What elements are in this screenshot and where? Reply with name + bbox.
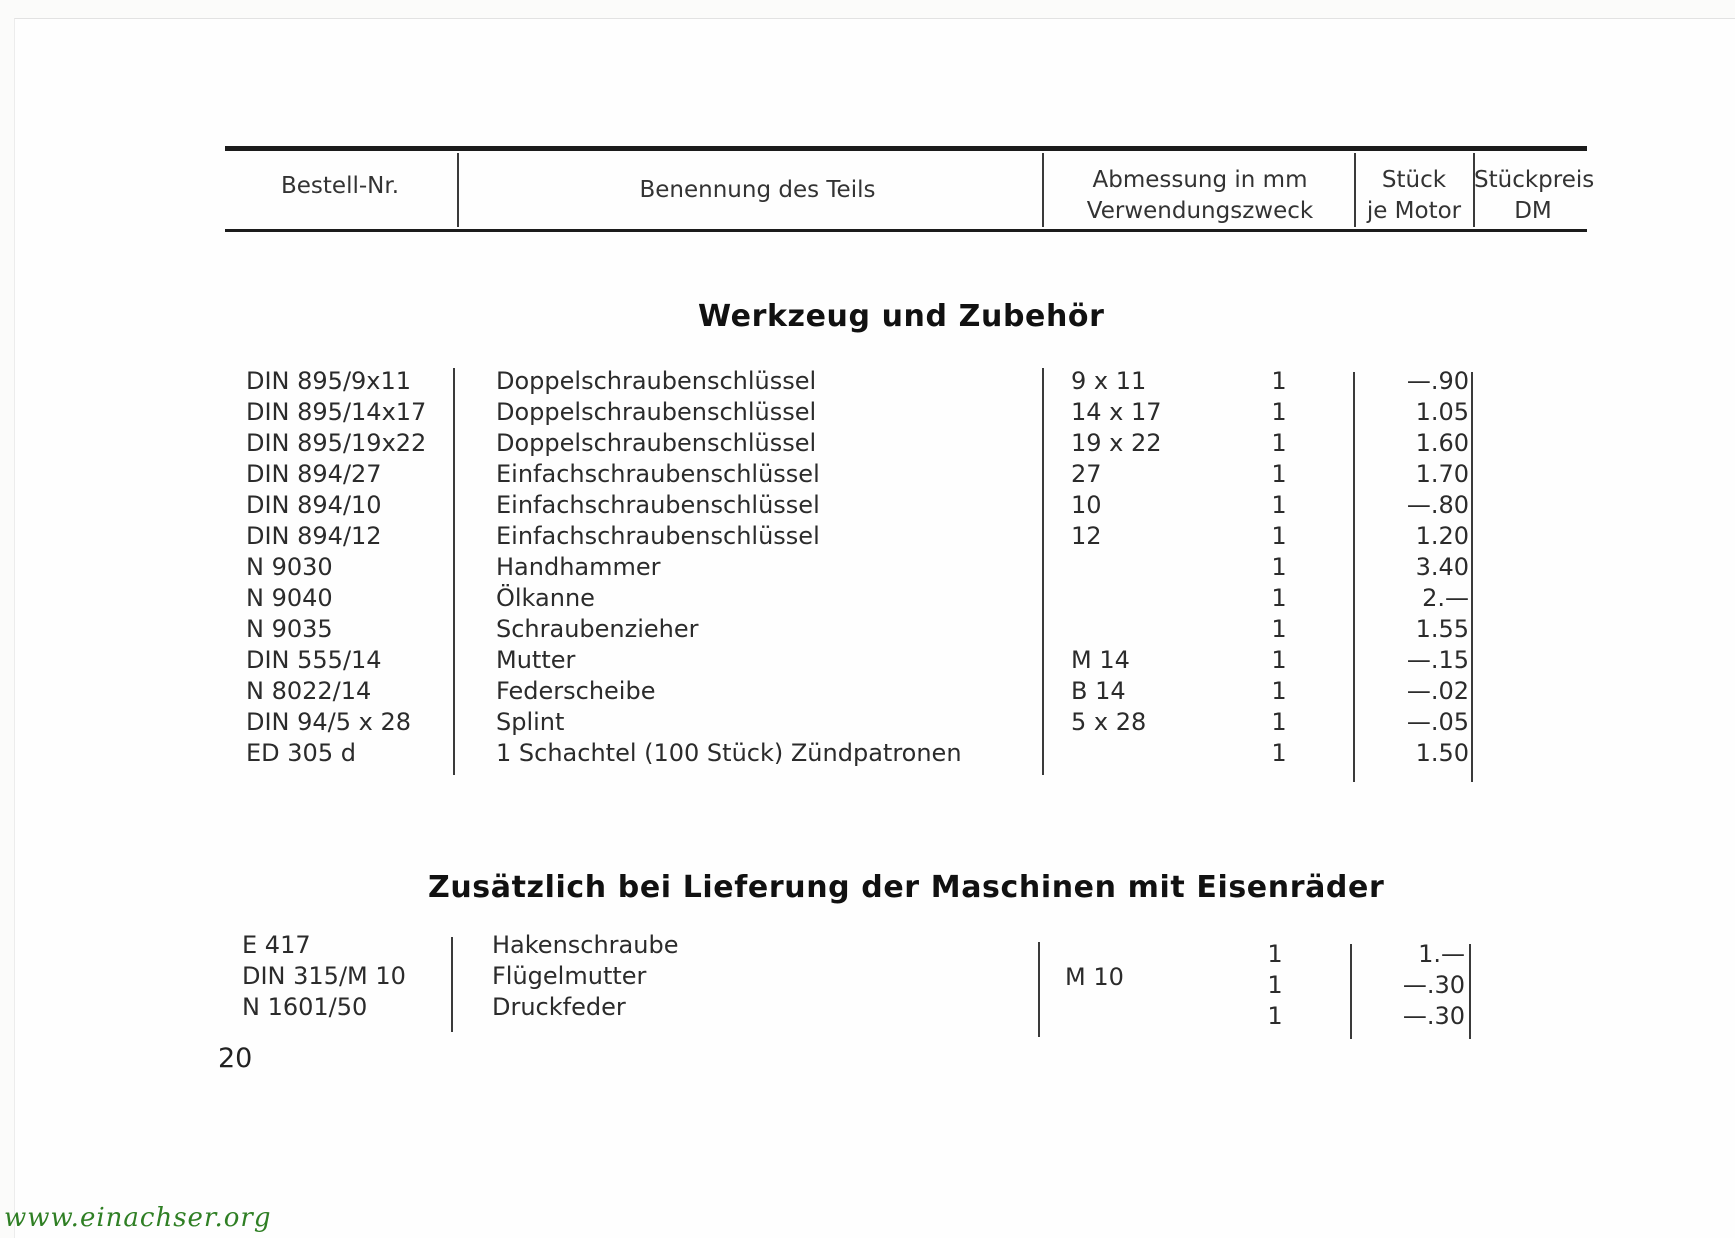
cell-preis: —.80 bbox=[1406, 491, 1469, 519]
cell-benennung: Einfachschraubenschlüssel bbox=[496, 522, 820, 550]
cell-preis: 1.05 bbox=[1415, 398, 1469, 426]
cell-preis: 1.— bbox=[1418, 940, 1465, 968]
cell-bestell-nr: DIN 894/27 bbox=[246, 460, 382, 488]
section1-sep-4 bbox=[1471, 372, 1473, 782]
cell-stueck: 1 bbox=[1271, 491, 1287, 519]
header-stueckpreis-line1: Stückpreis bbox=[1474, 167, 1595, 193]
cell-stueck: 1 bbox=[1271, 646, 1287, 674]
cell-abmessung: M 10 bbox=[1065, 963, 1124, 991]
cell-stueck: 1 bbox=[1271, 584, 1287, 612]
cell-stueck: 1 bbox=[1271, 708, 1287, 736]
header-abmessung bbox=[1050, 165, 1350, 227]
cell-bestell-nr: DIN 895/9x11 bbox=[246, 367, 412, 395]
cell-benennung: Flügelmutter bbox=[492, 962, 647, 990]
cell-preis: —.90 bbox=[1406, 367, 1469, 395]
cell-abmessung: B 14 bbox=[1071, 677, 1126, 705]
cell-bestell-nr: N 8022/14 bbox=[246, 677, 372, 705]
watermark-url: www.einachser.org bbox=[4, 1203, 272, 1233]
cell-preis: —.15 bbox=[1406, 646, 1469, 674]
header-top-rule bbox=[225, 146, 1587, 151]
section1-sep-3 bbox=[1353, 372, 1355, 782]
cell-stueck: 1 bbox=[1271, 553, 1287, 581]
header-sep-1 bbox=[457, 153, 459, 227]
cell-preis: 3.40 bbox=[1415, 553, 1469, 581]
section-title-werkzeug: Werkzeug und Zubehör bbox=[698, 299, 1105, 334]
cell-benennung: Druckfeder bbox=[492, 993, 626, 1021]
cell-benennung: Federscheibe bbox=[496, 677, 656, 705]
cell-preis: 1.20 bbox=[1415, 522, 1469, 550]
cell-benennung: Hakenschraube bbox=[492, 931, 679, 959]
cell-bestell-nr: DIN 94/5 x 28 bbox=[246, 708, 412, 736]
cell-stueck: 1 bbox=[1271, 398, 1287, 426]
cell-benennung: Splint bbox=[496, 708, 565, 736]
cell-bestell-nr: DIN 895/19x22 bbox=[246, 429, 427, 457]
cell-benennung: Doppelschraubenschlüssel bbox=[496, 367, 817, 395]
header-stueck-line1: Stück bbox=[1381, 167, 1447, 193]
cell-stueck: 1 bbox=[1271, 615, 1287, 643]
cell-benennung: Doppelschraubenschlüssel bbox=[496, 429, 817, 457]
cell-stueck: 1 bbox=[1271, 739, 1287, 767]
cell-benennung: Mutter bbox=[496, 646, 576, 674]
cell-preis: —.05 bbox=[1406, 708, 1469, 736]
cell-preis: 2.— bbox=[1422, 584, 1469, 612]
header-abmessung-line1: Abmessung in mm bbox=[1092, 167, 1308, 193]
cell-benennung: Handhammer bbox=[496, 553, 661, 581]
header-benennung: Benennung des Teils bbox=[639, 177, 876, 203]
cell-preis: —.30 bbox=[1402, 1002, 1465, 1030]
cell-bestell-nr: DIN 555/14 bbox=[246, 646, 382, 674]
cell-abmessung: 10 bbox=[1071, 491, 1102, 519]
cell-bestell-nr: DIN 894/12 bbox=[246, 522, 382, 550]
cell-benennung: 1 Schachtel (100 Stück) Zündpatronen bbox=[496, 739, 962, 767]
cell-stueck: 1 bbox=[1271, 677, 1287, 705]
cell-stueck: 1 bbox=[1271, 522, 1287, 550]
cell-preis: 1.50 bbox=[1415, 739, 1469, 767]
cell-bestell-nr: N 1601/50 bbox=[242, 993, 368, 1021]
header-bottom-rule bbox=[225, 229, 1587, 232]
cell-abmessung: 9 x 11 bbox=[1071, 367, 1147, 395]
cell-stueck: 1 bbox=[1267, 940, 1283, 968]
cell-benennung: Einfachschraubenschlüssel bbox=[496, 491, 820, 519]
cell-stueck: 1 bbox=[1267, 971, 1283, 999]
cell-abmessung: 19 x 22 bbox=[1071, 429, 1162, 457]
header-stueckpreis bbox=[1474, 165, 1595, 227]
section2-sep-2 bbox=[1038, 942, 1040, 1037]
cell-preis: 1.55 bbox=[1415, 615, 1469, 643]
section1-sep-1 bbox=[453, 368, 455, 775]
section2-sep-4 bbox=[1469, 944, 1471, 1039]
cell-stueck: 1 bbox=[1271, 460, 1287, 488]
cell-bestell-nr: DIN 895/14x17 bbox=[246, 398, 427, 426]
section1-sep-2 bbox=[1042, 368, 1044, 775]
cell-benennung: Ölkanne bbox=[496, 584, 595, 612]
header-stueck bbox=[1356, 165, 1472, 227]
cell-stueck: 1 bbox=[1271, 429, 1287, 457]
cell-bestell-nr: DIN 894/10 bbox=[246, 491, 382, 519]
cell-preis: —.30 bbox=[1402, 971, 1465, 999]
section2-sep-1 bbox=[451, 937, 453, 1032]
cell-preis: 1.60 bbox=[1415, 429, 1469, 457]
header-stueckpreis-line2: DM bbox=[1514, 198, 1552, 224]
cell-benennung: Schraubenzieher bbox=[496, 615, 699, 643]
cell-bestell-nr: DIN 315/M 10 bbox=[242, 962, 406, 990]
page-number: 20 bbox=[218, 1043, 253, 1074]
header-abmessung-line2: Verwendungszweck bbox=[1086, 198, 1314, 224]
section2-sep-3 bbox=[1350, 944, 1352, 1039]
cell-bestell-nr: N 9040 bbox=[246, 584, 333, 612]
cell-bestell-nr: N 9030 bbox=[246, 553, 333, 581]
cell-abmessung: 27 bbox=[1071, 460, 1102, 488]
cell-benennung: Doppelschraubenschlüssel bbox=[496, 398, 817, 426]
cell-preis: —.02 bbox=[1406, 677, 1469, 705]
cell-abmessung: 14 x 17 bbox=[1071, 398, 1162, 426]
cell-stueck: 1 bbox=[1271, 367, 1287, 395]
section-title-eisenraeder: Zusätzlich bei Lieferung der Maschinen mit Eisenräder bbox=[428, 870, 1385, 905]
cell-bestell-nr: N 9035 bbox=[246, 615, 333, 643]
cell-preis: 1.70 bbox=[1415, 460, 1469, 488]
cell-bestell-nr: ED 305 d bbox=[246, 739, 356, 767]
cell-abmessung: 5 x 28 bbox=[1071, 708, 1147, 736]
header-stueck-line2: je Motor bbox=[1366, 198, 1462, 224]
cell-benennung: Einfachschraubenschlüssel bbox=[496, 460, 820, 488]
header-bestell-nr: Bestell-Nr. bbox=[280, 173, 400, 199]
cell-stueck: 1 bbox=[1267, 1002, 1283, 1030]
cell-abmessung: 12 bbox=[1071, 522, 1102, 550]
cell-abmessung: M 14 bbox=[1071, 646, 1130, 674]
cell-bestell-nr: E 417 bbox=[242, 931, 311, 959]
header-sep-2 bbox=[1042, 153, 1044, 227]
